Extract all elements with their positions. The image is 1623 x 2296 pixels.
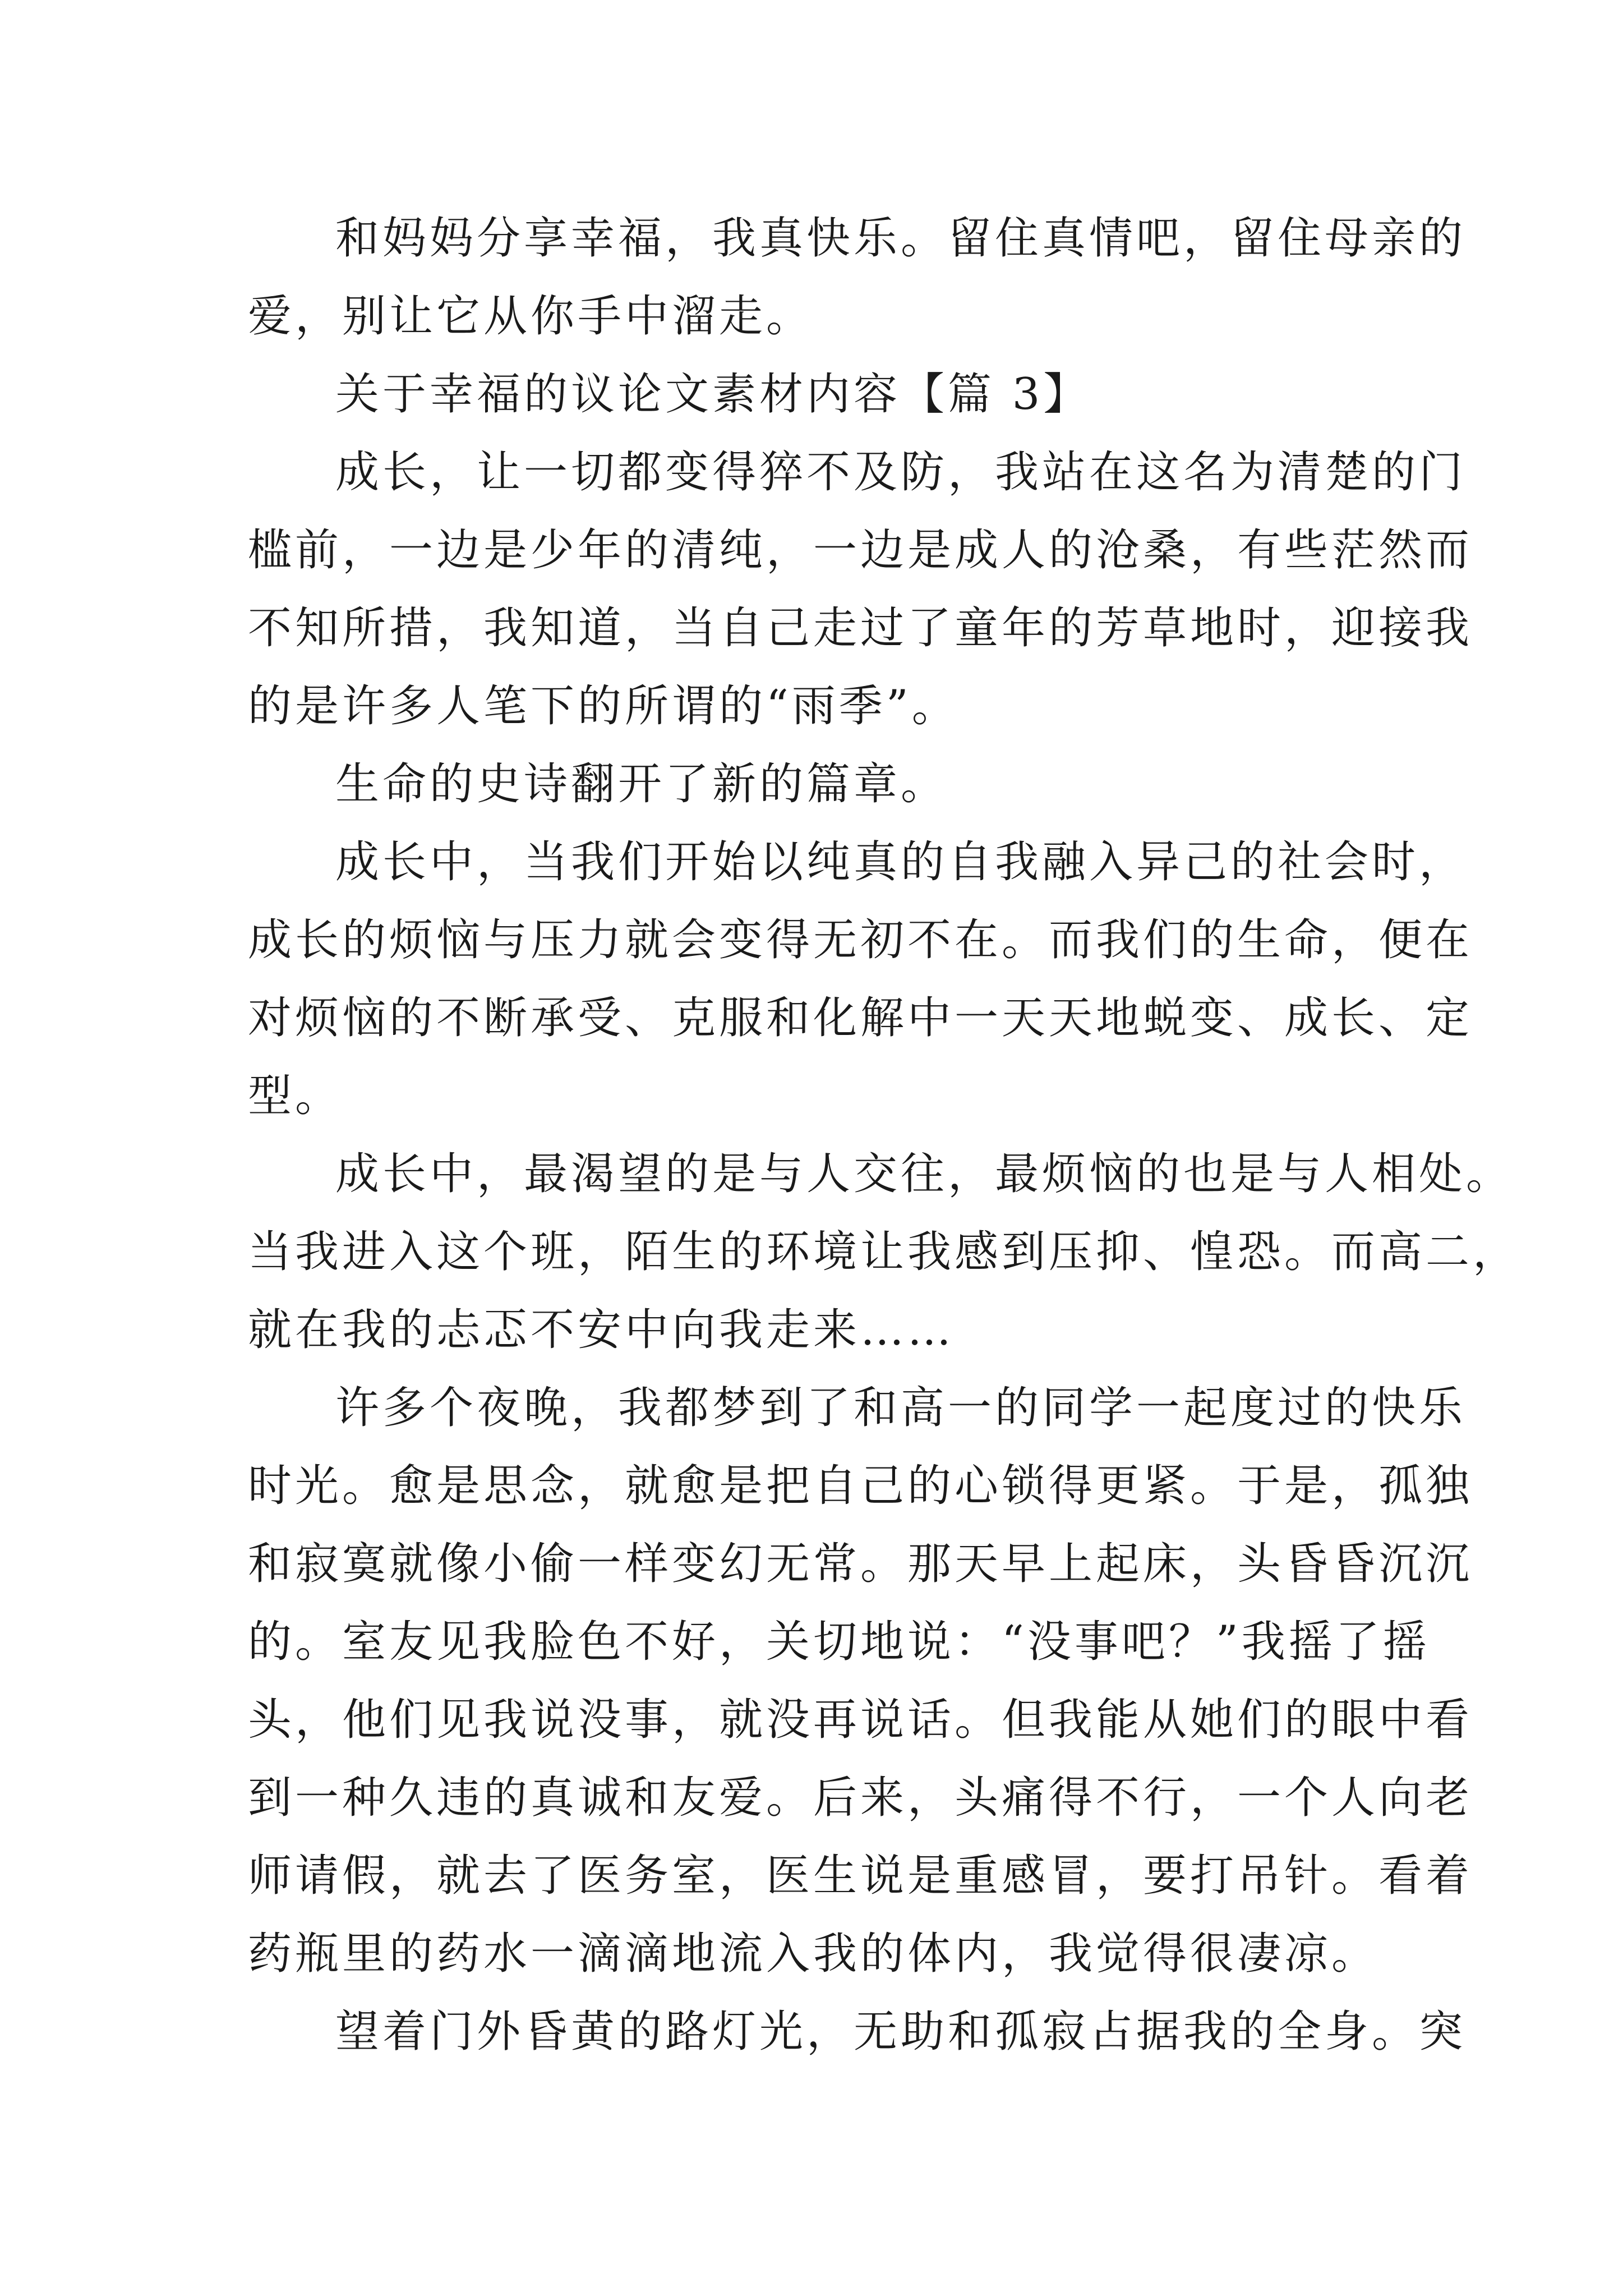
paragraph-line: 成长，让一切都变得猝不及防，我站在这名为清楚的门 <box>335 447 1467 498</box>
paragraph-line: 时光。愈是思念，就愈是把自己的心锁得更紧。于是，孤独 <box>248 1461 1473 1511</box>
paragraph-line: 望着门外昏黄的路灯光，无助和孤寂占据我的全身。突 <box>335 2007 1467 2057</box>
paragraph-line: 和妈妈分享幸福，我真快乐。留住真情吧，留住母亲的 <box>335 213 1467 264</box>
document-body <box>248 200 1520 2071</box>
paragraph-line: 槛前，一边是少年的清纯，一边是成人的沧桑，有些茫然而 <box>248 525 1473 576</box>
paragraph-line: 当我进入这个班，陌生的环境让我感到压抑、惶恐。而高二， <box>248 1227 1520 1277</box>
paragraph-line: 许多个夜晚，我都梦到了和高一的同学一起度过的快乐 <box>335 1383 1467 1433</box>
paragraph-line: 的。室友见我脸色不好，关切地说：“没事吧？”我摇了摇 <box>248 1617 1430 1667</box>
paragraph-line: 型。 <box>248 1071 343 1121</box>
section-heading: 关于幸福的议论文素材内容【篇 3】 <box>335 369 1091 420</box>
paragraph-line: 和寂寞就像小偷一样变幻无常。那天早上起床，头昏昏沉沉 <box>248 1539 1473 1589</box>
paragraph-line: 到一种久违的真诚和友爱。后来，头痛得不行，一个人向老 <box>248 1773 1473 1823</box>
paragraph-line: 师请假，就去了医务室，医生说是重感冒，要打吊针。看着 <box>248 1851 1473 1901</box>
paragraph-line: 成长中，最渴望的是与人交往，最烦恼的也是与人相处。 <box>335 1149 1514 1199</box>
paragraph-line: 爱，别让它从你手中溜走。 <box>248 291 814 342</box>
paragraph-line: 的是许多人笔下的所谓的“雨季”。 <box>248 681 959 731</box>
paragraph-line: 对烦恼的不断承受、克服和化解中一天天地蜕变、成长、定 <box>248 993 1473 1043</box>
paragraph-line: 成长中，当我们开始以纯真的自我融入异己的社会时， <box>335 837 1467 887</box>
paragraph-line: 头，他们见我说没事，就没再说话。但我能从她们的眼中看 <box>248 1695 1473 1745</box>
paragraph-line: 生命的史诗翻开了新的篇章。 <box>335 759 948 809</box>
paragraph-line: 成长的烦恼与压力就会变得无初不在。而我们的生命，便在 <box>248 915 1473 965</box>
paragraph-line: 就在我的忐忑不安中向我走来…… <box>248 1305 955 1355</box>
paragraph-line: 药瓶里的药水一滴滴地流入我的体内，我觉得很凄凉。 <box>248 1929 1379 1979</box>
paragraph-line: 不知所措，我知道，当自己走过了童年的芳草地时，迎接我 <box>248 603 1473 654</box>
